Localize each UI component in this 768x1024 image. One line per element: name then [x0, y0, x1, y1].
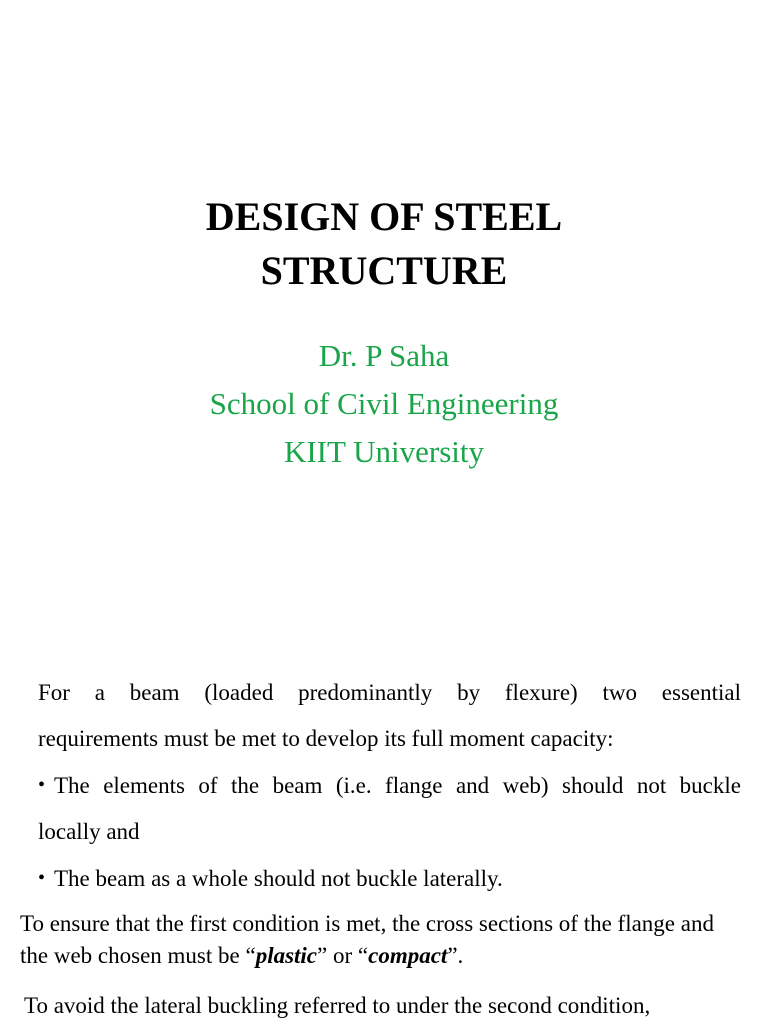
plastic-term: plastic [255, 943, 318, 968]
bullet-item-2 [38, 855, 741, 902]
bullet-icon: • [38, 867, 46, 889]
cross-section-paragraph [20, 908, 740, 972]
bullet-1-continuation: locally and [38, 819, 140, 844]
title-line-2: STRUCTURE [260, 248, 508, 293]
para2-end: ”. [447, 943, 464, 968]
author-block [0, 332, 768, 476]
para2-mid: ” or “ [317, 943, 369, 968]
university-name: KIIT University [283, 434, 485, 469]
title-line-1: DESIGN OF STEEL [205, 194, 563, 239]
bullet-1-text: The elements of the beam (i.e. flange and web) should not buckle [54, 773, 741, 798]
para2-start: To ensure that the first condition is met, the cross sections of the flange and the web chosen must be “ [20, 911, 714, 968]
lateral-buckling-paragraph: To avoid the lateral buckling referred to under the second condition, [24, 993, 651, 1018]
intro-line-1: For a beam (loaded predominantly by flexure) two essential [38, 680, 741, 705]
author-name: Dr. P Saha [318, 338, 450, 373]
bullet-icon: • [38, 774, 46, 796]
intro-line-2: requirements must be met to develop its full moment capacity: [38, 726, 614, 751]
bullet-2-text: The beam as a whole should not buckle laterally. [54, 866, 503, 891]
school-name: School of Civil Engineering [209, 386, 559, 421]
requirements-block [38, 670, 741, 902]
compact-term: compact [368, 943, 448, 968]
content-slide [0, 640, 768, 1024]
slide-title [0, 190, 768, 298]
bullet-item-1 [38, 762, 741, 809]
